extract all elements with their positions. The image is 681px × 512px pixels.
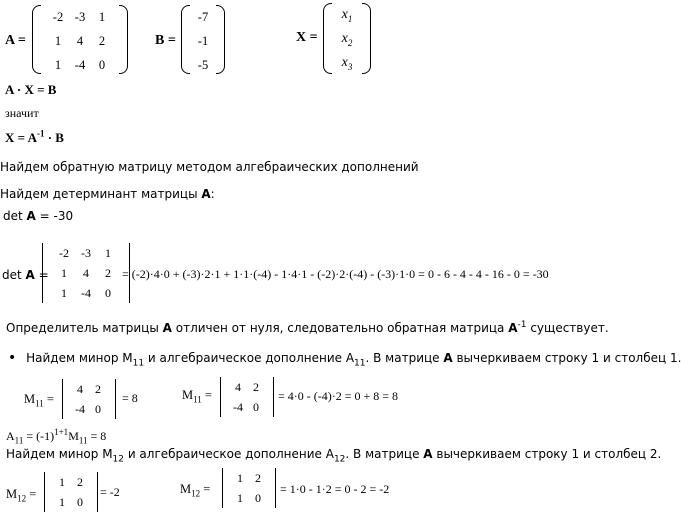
- a11-line: $A_{11} = (-1)^{1+1}M_{11} = 8$: [6, 427, 107, 446]
- m11b-matrix: [220, 377, 274, 417]
- m11b-cell: 0: [253, 400, 259, 414]
- det-a-matrix: [42, 243, 130, 303]
- matrix-b-cell: -1: [197, 34, 209, 48]
- matrix-x: [323, 3, 371, 74]
- m11-result: = 8: [122, 391, 138, 405]
- matrix-a-cell: 1: [54, 34, 62, 48]
- matrix-b-cell: -5: [197, 58, 209, 72]
- det-matrix-cell: 1: [61, 286, 67, 300]
- m11-cell: -4: [75, 402, 85, 416]
- x2-cell: $x_2$: [341, 31, 353, 48]
- m11-cell: 2: [95, 382, 101, 396]
- m12-cell: 0: [77, 495, 83, 509]
- determinant-heading: Найдем детерминант матрицы A:: [0, 187, 215, 201]
- m11b-cell: 4: [235, 380, 241, 394]
- m12-matrix: [44, 472, 98, 512]
- m12-cell: 2: [77, 475, 83, 489]
- znachit-text: значит: [5, 106, 39, 120]
- m12b-label: $M_{12}$ =: [180, 482, 211, 499]
- det-matrix-cell: 4: [83, 266, 89, 280]
- matrix-a: [32, 5, 128, 74]
- x1-cell: $x_1$: [341, 7, 353, 24]
- matrix-b-label: B =: [155, 33, 176, 48]
- x3-cell: $x_3$: [341, 55, 353, 72]
- bullet-dot: •: [8, 350, 17, 366]
- det-matrix-cell: 0: [105, 286, 111, 300]
- matrix-b-cell: -7: [197, 10, 209, 24]
- matrix-x-label: X =: [296, 30, 318, 45]
- m12b-matrix: [222, 468, 276, 508]
- m12-label: $M_{12}$ =: [6, 487, 37, 504]
- m12b-cell: 1: [237, 491, 243, 505]
- m11-matrix: [62, 379, 116, 419]
- equation-x-inverse: $X = A^{-1} \cdot B$: [5, 128, 64, 145]
- nonzero-statement: Определитель матрицы A отличен от нуля, следовательно обратная матрица $A^{-1}$ существует.: [6, 320, 609, 335]
- matrix-b: [181, 5, 225, 74]
- m11-label: $M_{11}$ =: [24, 392, 54, 409]
- m11b-cell: -4: [233, 400, 243, 414]
- det-matrix-cell: 1: [105, 246, 111, 260]
- matrix-a-cell: 0: [98, 58, 106, 72]
- matrix-a-cell: 4: [76, 34, 84, 48]
- bullet-m11: • Найдем минор $M_{11}$ и алгебраическое дополнение $A_{11}$. В матрице A вычеркиваем строку 1 и столбец 1.: [8, 350, 681, 369]
- m12b-cell: 0: [255, 491, 261, 505]
- det-matrix-cell: 1: [61, 266, 67, 280]
- m12-cell: 1: [59, 475, 65, 489]
- bullet-m12: Найдем минор $M_{12}$ и алгебраическое дополнение $A_{12}$. В матрице A вычеркиваем строку 1 и столбец 2.: [6, 447, 662, 465]
- m11-cell: 0: [95, 402, 101, 416]
- det-expansion: = (-2)·4·0 + (-3)·2·1 + 1·1·(-4) - 1·4·1 - (-2)·2·(-4) - (-3)·1·0 = 0 - 6 - 4 - 4 - 16 - 0 = -30: [122, 267, 549, 281]
- matrix-a-cell: 2: [98, 34, 106, 48]
- m11b-expansion: = 4·0 - (-4)·2 = 0 + 8 = 8: [278, 389, 399, 403]
- method-heading: Найдем обратную матрицу методом алгебраических дополнений: [0, 160, 419, 174]
- matrix-a-cell: 1: [98, 10, 106, 24]
- m12-result: = -2: [100, 485, 120, 499]
- matrix-a-cell: -4: [74, 58, 86, 72]
- matrix-a-cell: -2: [52, 10, 64, 24]
- det-matrix-cell: -2: [59, 246, 69, 260]
- m11b-label: $M_{11}$ =: [182, 388, 212, 405]
- m12b-cell: 2: [255, 471, 261, 485]
- m11-cell: 4: [77, 382, 83, 396]
- equation-ax-b: A · X = B: [5, 82, 57, 97]
- matrix-a-cell: 1: [54, 58, 62, 72]
- m12b-expansion: = 1·0 - 1·2 = 0 - 2 = -2: [280, 482, 390, 496]
- det-matrix-cell: -3: [81, 246, 91, 260]
- m12b-cell: 1: [237, 471, 243, 485]
- det-a-label: det A =: [2, 268, 49, 282]
- matrix-a-label: A =: [5, 33, 26, 48]
- det-matrix-cell: -4: [81, 286, 91, 300]
- matrix-a-cell: -3: [74, 10, 86, 24]
- m11b-cell: 2: [253, 380, 259, 394]
- det-matrix-cell: 2: [105, 266, 111, 280]
- determinant-value: det A = -30: [3, 209, 74, 223]
- m12-cell: 1: [59, 495, 65, 509]
